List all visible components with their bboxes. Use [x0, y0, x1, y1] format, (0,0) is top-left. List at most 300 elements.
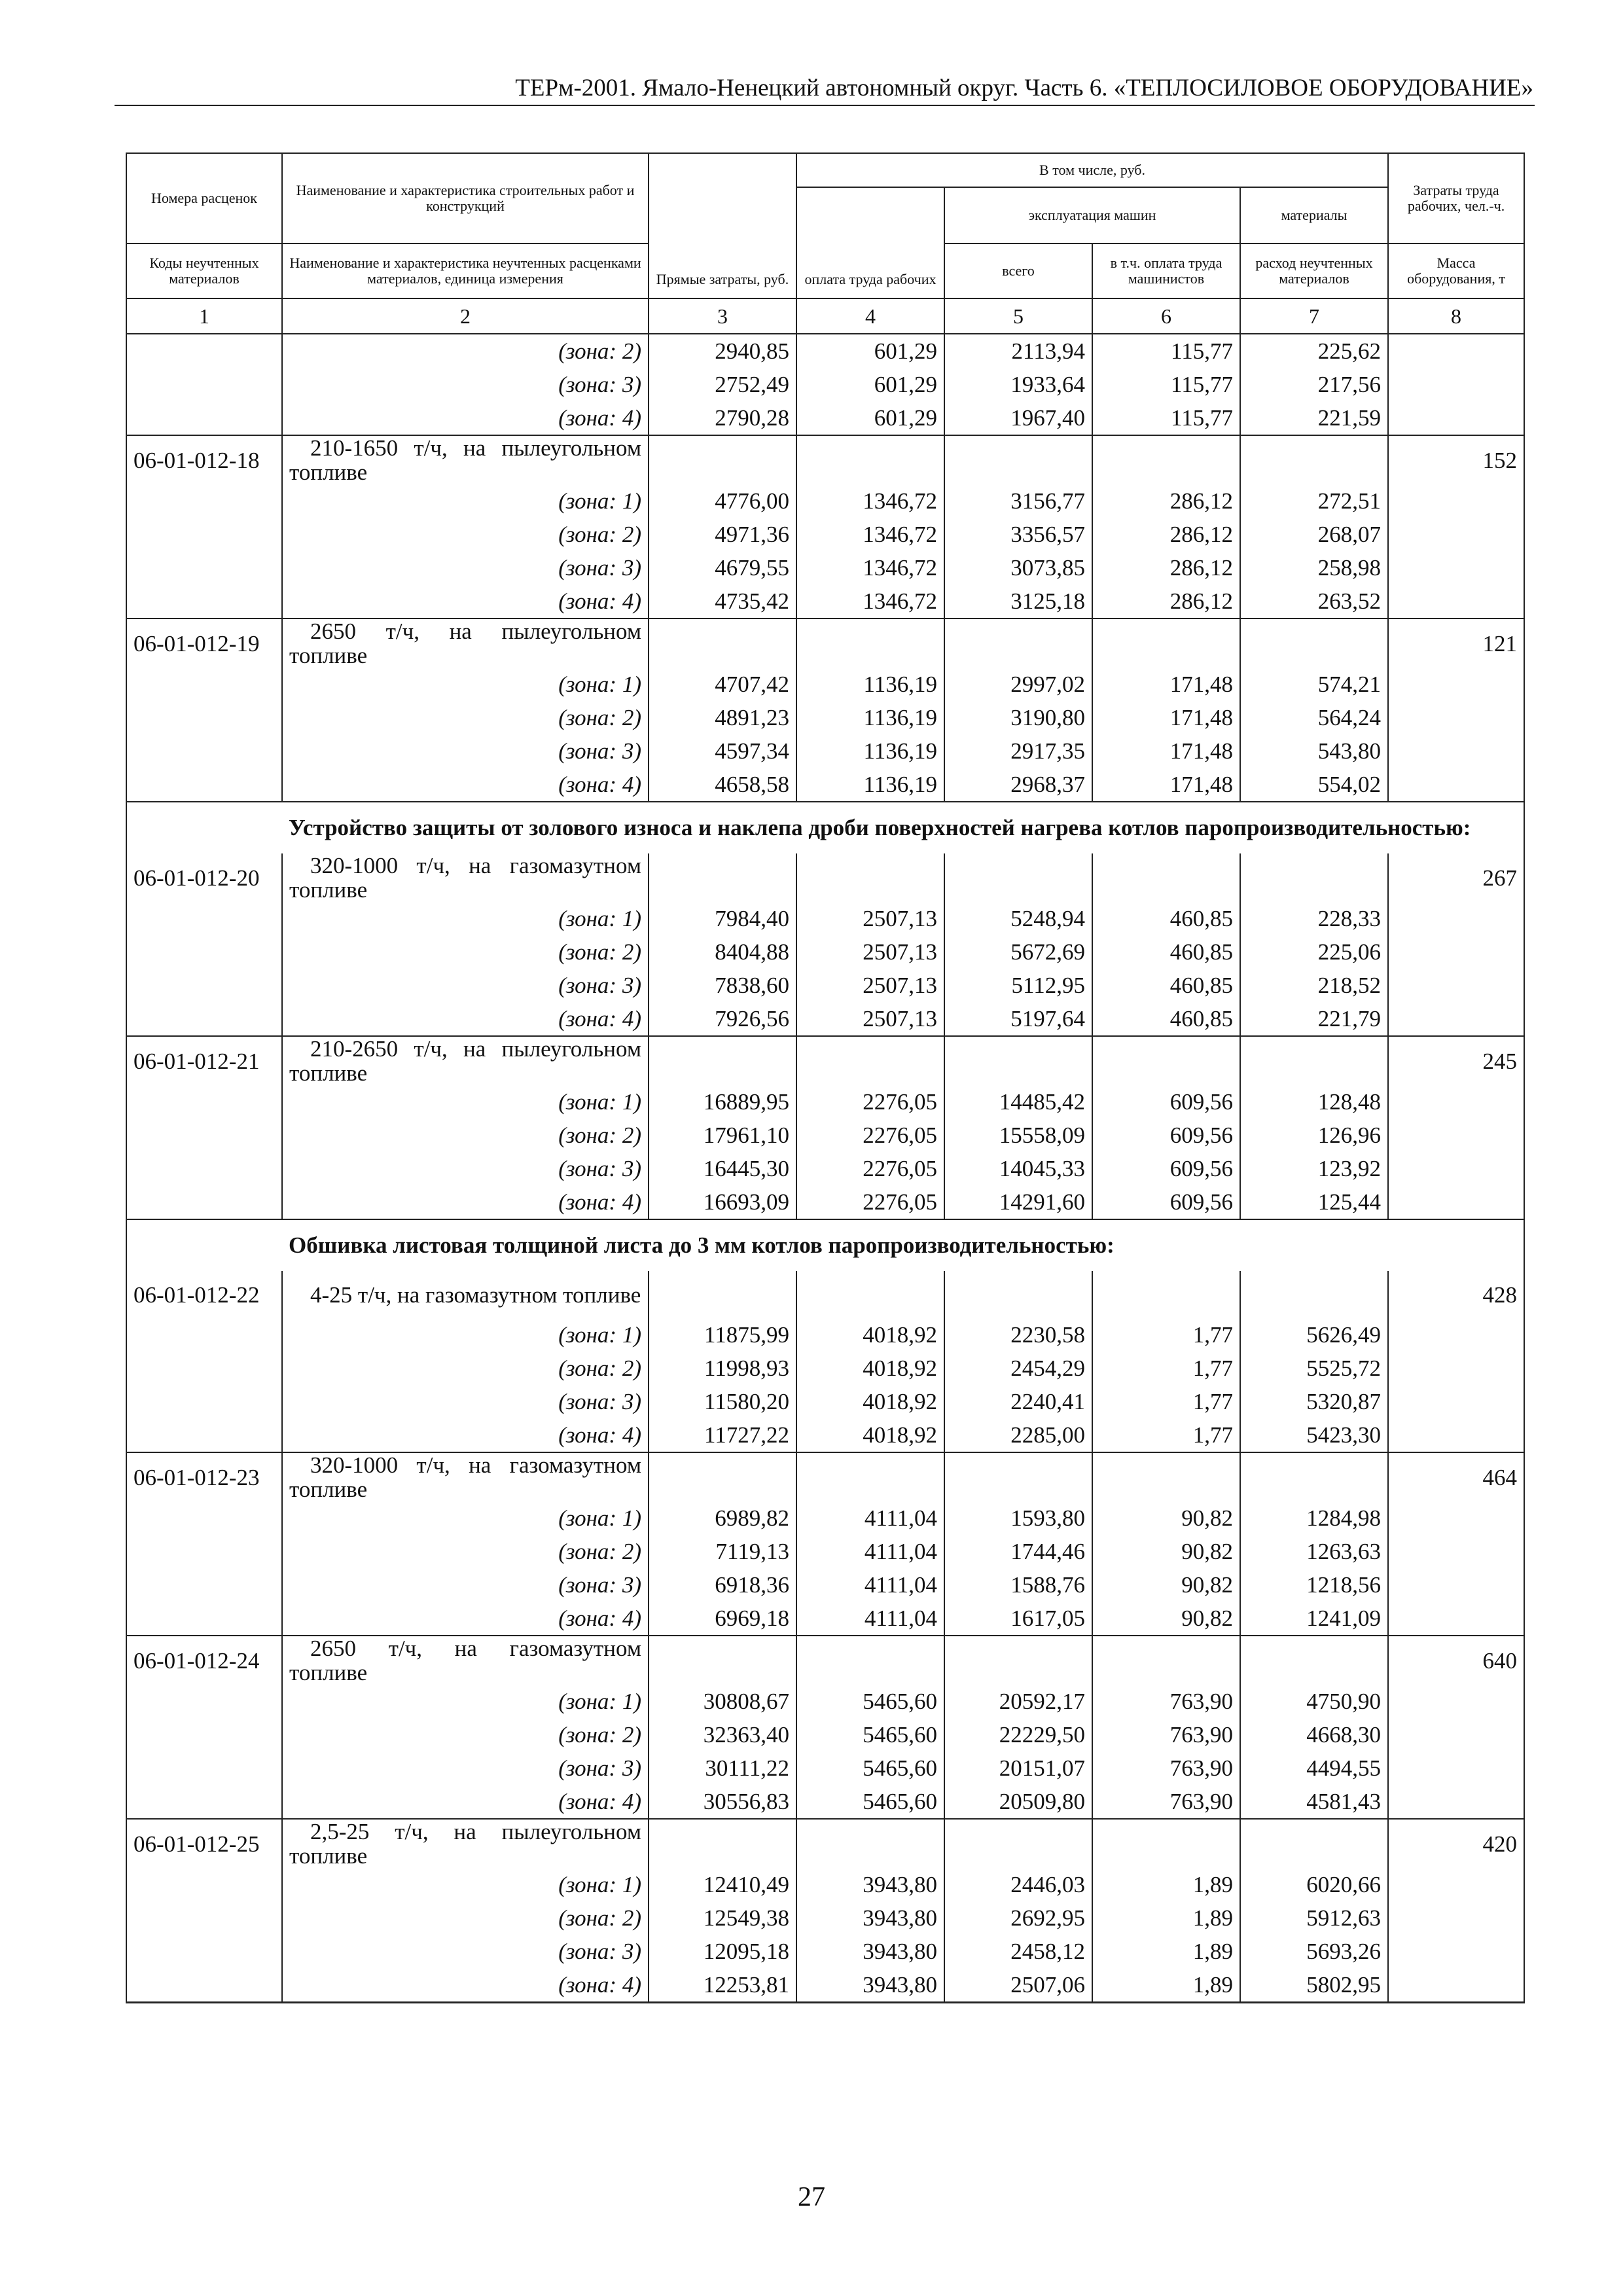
rate-code-cell — [126, 368, 282, 401]
zone-label: (зона: 4) — [282, 1185, 649, 1219]
value-cell — [1092, 619, 1240, 668]
value-cell — [944, 1819, 1092, 1868]
rate-code-cell — [126, 1685, 282, 1718]
zone-label: (зона: 3) — [282, 969, 649, 1002]
rate-code-cell — [126, 1718, 282, 1751]
value-cell: 90,82 — [1092, 1568, 1240, 1602]
value-cell: 1744,46 — [944, 1535, 1092, 1568]
value-cell: 2276,05 — [796, 1085, 944, 1119]
value-cell: 286,12 — [1092, 484, 1240, 518]
value-cell: 3943,80 — [796, 1968, 944, 2003]
value-cell: 11580,20 — [649, 1385, 796, 1418]
value-cell: 2285,00 — [944, 1418, 1092, 1452]
value-cell: 8404,88 — [649, 935, 796, 969]
value-cell — [796, 435, 944, 484]
value-cell — [944, 619, 1092, 668]
zone-label: (зона: 1) — [282, 668, 649, 701]
value-cell — [796, 1036, 944, 1085]
section-heading: Устройство защиты от золового износа и наклепа дроби поверхностей нагрева котлов паропроизводительностью: — [282, 802, 1524, 853]
table-row — [126, 1352, 1524, 1385]
table-row — [126, 368, 1524, 401]
value-cell: 564,24 — [1240, 701, 1388, 734]
labor-costs-value: 428 — [1388, 1271, 1524, 1318]
table-row — [126, 734, 1524, 768]
value-cell: 6969,18 — [649, 1602, 796, 1636]
value-cell: 225,62 — [1240, 334, 1388, 368]
mass-cell — [1388, 1002, 1524, 1036]
item-title-row — [126, 435, 1524, 484]
mass-cell — [1388, 584, 1524, 619]
value-cell: 4111,04 — [796, 1602, 944, 1636]
rate-code-cell — [126, 1418, 282, 1452]
mass-cell — [1388, 1418, 1524, 1452]
value-cell: 171,48 — [1092, 734, 1240, 768]
value-cell: 1967,40 — [944, 401, 1092, 435]
value-cell: 2917,35 — [944, 734, 1092, 768]
value-cell: 1284,98 — [1240, 1501, 1388, 1535]
value-cell: 221,79 — [1240, 1002, 1388, 1036]
zone-label: (зона: 4) — [282, 1602, 649, 1636]
value-cell — [1092, 1452, 1240, 1501]
col-in-total: В том числе, руб. — [796, 153, 1388, 187]
rate-code-cell — [126, 584, 282, 619]
mass-cell — [1388, 734, 1524, 768]
table-row — [126, 1785, 1524, 1819]
zone-label: (зона: 4) — [282, 584, 649, 619]
rate-code: 06-01-012-24 — [126, 1636, 282, 1685]
value-cell: 574,21 — [1240, 668, 1388, 701]
value-cell: 4018,92 — [796, 1418, 944, 1452]
labor-costs-value: 152 — [1388, 435, 1524, 484]
zone-label: (зона: 2) — [282, 1901, 649, 1935]
value-cell: 90,82 — [1092, 1501, 1240, 1535]
value-cell: 14045,33 — [944, 1152, 1092, 1185]
value-cell: 2230,58 — [944, 1318, 1092, 1352]
value-cell: 3125,18 — [944, 584, 1092, 619]
value-cell — [1240, 1036, 1388, 1085]
value-cell: 125,44 — [1240, 1185, 1388, 1219]
table-row — [126, 902, 1524, 935]
table-row — [126, 1385, 1524, 1418]
col-number: 4 — [796, 298, 944, 334]
value-cell: 14485,42 — [944, 1085, 1092, 1119]
rate-code-cell — [126, 484, 282, 518]
table-row — [126, 1685, 1524, 1718]
value-cell: 2454,29 — [944, 1352, 1092, 1385]
value-cell: 460,85 — [1092, 969, 1240, 1002]
value-cell: 5912,63 — [1240, 1901, 1388, 1935]
table-row — [126, 1085, 1524, 1119]
value-cell — [796, 1452, 944, 1501]
value-cell: 4018,92 — [796, 1352, 944, 1385]
labor-costs-value: 245 — [1388, 1036, 1524, 1085]
col-number: 5 — [944, 298, 1092, 334]
value-cell: 128,48 — [1240, 1085, 1388, 1119]
value-cell: 11998,93 — [649, 1352, 796, 1385]
item-title-row — [126, 1452, 1524, 1501]
rate-code-cell — [126, 1119, 282, 1152]
rate-code-cell — [126, 1535, 282, 1568]
value-cell: 4111,04 — [796, 1535, 944, 1568]
value-cell: 126,96 — [1240, 1119, 1388, 1152]
rate-code-cell — [126, 1785, 282, 1819]
value-cell — [1240, 619, 1388, 668]
zone-label: (зона: 4) — [282, 1002, 649, 1036]
rate-code: 06-01-012-18 — [126, 435, 282, 484]
value-cell: 5112,95 — [944, 969, 1092, 1002]
value-cell: 286,12 — [1092, 518, 1240, 551]
rate-code-cell — [126, 1868, 282, 1901]
col-codes-unaccounted: Коды неучтенных материалов — [126, 243, 282, 298]
value-cell: 763,90 — [1092, 1751, 1240, 1785]
value-cell — [1092, 1271, 1240, 1318]
value-cell — [1240, 435, 1388, 484]
value-cell: 763,90 — [1092, 1718, 1240, 1751]
value-cell: 2790,28 — [649, 401, 796, 435]
value-cell — [796, 619, 944, 668]
value-cell: 609,56 — [1092, 1085, 1240, 1119]
value-cell: 609,56 — [1092, 1119, 1240, 1152]
rate-code-cell — [126, 734, 282, 768]
value-cell: 5465,60 — [796, 1718, 944, 1751]
value-cell — [796, 1271, 944, 1318]
rate-code: 06-01-012-23 — [126, 1452, 282, 1501]
value-cell: 2276,05 — [796, 1119, 944, 1152]
table-row — [126, 1002, 1524, 1036]
value-cell: 2507,13 — [796, 1002, 944, 1036]
rate-code-cell — [126, 1602, 282, 1636]
value-cell — [1240, 1819, 1388, 1868]
mass-cell — [1388, 1751, 1524, 1785]
item-name: 210-1650 т/ч, на пылеугольном топливе — [282, 435, 649, 484]
table-row — [126, 551, 1524, 584]
value-cell: 1,89 — [1092, 1901, 1240, 1935]
zone-label: (зона: 2) — [282, 701, 649, 734]
value-cell: 2940,85 — [649, 334, 796, 368]
value-cell: 90,82 — [1092, 1535, 1240, 1568]
value-cell: 20509,80 — [944, 1785, 1092, 1819]
item-name: 2650 т/ч, на пылеугольном топливе — [282, 619, 649, 668]
value-cell: 763,90 — [1092, 1685, 1240, 1718]
value-cell: 4750,90 — [1240, 1685, 1388, 1718]
rate-code: 06-01-012-19 — [126, 619, 282, 668]
mass-cell — [1388, 1185, 1524, 1219]
rate-code-cell — [126, 1085, 282, 1119]
value-cell: 1218,56 — [1240, 1568, 1388, 1602]
table-row — [126, 935, 1524, 969]
mass-cell — [1388, 1602, 1524, 1636]
col-name-unaccounted: Наименование и характеристика неучтенных расценками материалов, единица измерения — [282, 243, 649, 298]
value-cell — [944, 1036, 1092, 1085]
mass-cell — [1388, 518, 1524, 551]
value-cell: 4679,55 — [649, 551, 796, 584]
value-cell: 12410,49 — [649, 1868, 796, 1901]
table-row — [126, 1935, 1524, 1968]
section-heading: Обшивка листовая толщиной листа до 3 мм котлов паропроизводительностью: — [282, 1219, 1524, 1271]
value-cell: 601,29 — [796, 334, 944, 368]
value-cell — [649, 619, 796, 668]
value-cell: 3190,80 — [944, 701, 1092, 734]
zone-label: (зона: 3) — [282, 368, 649, 401]
value-cell: 11875,99 — [649, 1318, 796, 1352]
mass-cell — [1388, 1085, 1524, 1119]
rate-code-cell — [126, 1152, 282, 1185]
table-row — [126, 1152, 1524, 1185]
value-cell: 2507,13 — [796, 969, 944, 1002]
value-cell: 5802,95 — [1240, 1968, 1388, 2003]
table-row — [126, 401, 1524, 435]
table-row — [126, 768, 1524, 802]
mass-cell — [1388, 701, 1524, 734]
value-cell — [796, 853, 944, 902]
table-row — [126, 701, 1524, 734]
value-cell: 1346,72 — [796, 551, 944, 584]
table-row — [126, 584, 1524, 619]
value-cell: 1588,76 — [944, 1568, 1092, 1602]
labor-costs-value: 420 — [1388, 1819, 1524, 1868]
value-cell: 5626,49 — [1240, 1318, 1388, 1352]
value-cell: 272,51 — [1240, 484, 1388, 518]
mass-cell — [1388, 1152, 1524, 1185]
labor-costs-value: 267 — [1388, 853, 1524, 902]
value-cell: 601,29 — [796, 368, 944, 401]
value-cell: 763,90 — [1092, 1785, 1240, 1819]
mass-cell — [1388, 1901, 1524, 1935]
rate-code-cell — [126, 1935, 282, 1968]
value-cell: 2240,41 — [944, 1385, 1092, 1418]
rate-code-cell — [126, 1968, 282, 2003]
value-cell: 6989,82 — [649, 1501, 796, 1535]
mass-cell — [1388, 1352, 1524, 1385]
value-cell — [944, 1271, 1092, 1318]
rate-code: 06-01-012-21 — [126, 1036, 282, 1085]
item-title-row — [126, 1636, 1524, 1685]
value-cell: 4776,00 — [649, 484, 796, 518]
value-cell: 6918,36 — [649, 1568, 796, 1602]
value-cell: 263,52 — [1240, 584, 1388, 619]
value-cell: 5693,26 — [1240, 1935, 1388, 1968]
col-total: всего — [944, 243, 1092, 298]
labor-costs-value: 640 — [1388, 1636, 1524, 1685]
zone-label: (зона: 3) — [282, 1152, 649, 1185]
value-cell: 115,77 — [1092, 368, 1240, 401]
value-cell: 221,59 — [1240, 401, 1388, 435]
rate-code-cell — [126, 1185, 282, 1219]
mass-cell — [1388, 935, 1524, 969]
value-cell: 17961,10 — [649, 1119, 796, 1152]
mass-cell — [1388, 768, 1524, 802]
value-cell: 609,56 — [1092, 1152, 1240, 1185]
value-cell — [1240, 1452, 1388, 1501]
value-cell — [944, 435, 1092, 484]
value-cell: 5248,94 — [944, 902, 1092, 935]
rate-code-cell — [126, 701, 282, 734]
value-cell: 1346,72 — [796, 484, 944, 518]
zone-label: (зона: 4) — [282, 1418, 649, 1452]
labor-costs-value: 464 — [1388, 1452, 1524, 1501]
col-incl-machinist-pay: в т.ч. оплата труда машинистов — [1092, 243, 1240, 298]
item-name: 4-25 т/ч, на газомазутном топливе — [282, 1271, 649, 1318]
col-machine-operation: эксплуатация машин — [944, 187, 1240, 243]
value-cell: 30808,67 — [649, 1685, 796, 1718]
rate-code: 06-01-012-20 — [126, 853, 282, 902]
zone-label: (зона: 3) — [282, 1385, 649, 1418]
mass-cell — [1388, 334, 1524, 368]
value-cell: 20151,07 — [944, 1751, 1092, 1785]
rate-code-cell — [126, 1568, 282, 1602]
value-cell: 2507,13 — [796, 935, 944, 969]
value-cell: 4494,55 — [1240, 1751, 1388, 1785]
zone-label: (зона: 4) — [282, 1968, 649, 2003]
rate-code-cell — [126, 1002, 282, 1036]
rate-code-cell — [126, 1385, 282, 1418]
value-cell: 460,85 — [1092, 902, 1240, 935]
value-cell — [649, 1452, 796, 1501]
col-number: 1 — [126, 298, 282, 334]
value-cell: 1,89 — [1092, 1968, 1240, 2003]
value-cell — [796, 1819, 944, 1868]
table-row — [126, 1718, 1524, 1751]
value-cell: 3943,80 — [796, 1868, 944, 1901]
rate-code-cell — [126, 401, 282, 435]
value-cell: 218,52 — [1240, 969, 1388, 1002]
value-cell: 1,77 — [1092, 1318, 1240, 1352]
value-cell: 4658,58 — [649, 768, 796, 802]
item-name: 320-1000 т/ч, на газомазутном топливе — [282, 853, 649, 902]
zone-label: (зона: 1) — [282, 1501, 649, 1535]
value-cell: 115,77 — [1092, 334, 1240, 368]
value-cell — [944, 1452, 1092, 1501]
value-cell: 123,92 — [1240, 1152, 1388, 1185]
page-number: 27 — [798, 2182, 825, 2212]
value-cell: 1,77 — [1092, 1418, 1240, 1452]
table-row — [126, 1868, 1524, 1901]
value-cell — [1240, 1636, 1388, 1685]
zone-label: (зона: 2) — [282, 1535, 649, 1568]
value-cell: 1593,80 — [944, 1501, 1092, 1535]
value-cell: 5465,60 — [796, 1685, 944, 1718]
value-cell — [1092, 1636, 1240, 1685]
col-rate-numbers: Номера расценок — [126, 153, 282, 243]
mass-cell — [1388, 1685, 1524, 1718]
col-number: 8 — [1388, 298, 1524, 334]
zone-label: (зона: 1) — [282, 1318, 649, 1352]
value-cell — [1092, 1036, 1240, 1085]
zone-label: (зона: 2) — [282, 1352, 649, 1385]
item-title-row — [126, 853, 1524, 902]
col-equipment-mass: Масса оборудования, т — [1388, 243, 1524, 298]
zone-label: (зона: 4) — [282, 768, 649, 802]
col-unaccounted-consumption: расход неучтенных материалов — [1240, 243, 1388, 298]
value-cell: 1136,19 — [796, 668, 944, 701]
table-row — [126, 518, 1524, 551]
value-cell: 12095,18 — [649, 1935, 796, 1968]
mass-cell — [1388, 368, 1524, 401]
rates-table — [126, 152, 1525, 2003]
value-cell: 171,48 — [1092, 668, 1240, 701]
zone-label: (зона: 3) — [282, 1935, 649, 1968]
rate-code: 06-01-012-22 — [126, 1271, 282, 1318]
value-cell: 2276,05 — [796, 1185, 944, 1219]
col-materials: материалы — [1240, 187, 1388, 243]
mass-cell — [1388, 969, 1524, 1002]
value-cell: 1136,19 — [796, 768, 944, 802]
zone-label: (зона: 1) — [282, 1868, 649, 1901]
value-cell: 11727,22 — [649, 1418, 796, 1452]
item-title-row — [126, 1819, 1524, 1868]
rate-code-cell — [126, 1751, 282, 1785]
item-title-row — [126, 619, 1524, 668]
value-cell: 2276,05 — [796, 1152, 944, 1185]
value-cell: 1136,19 — [796, 734, 944, 768]
value-cell: 1346,72 — [796, 518, 944, 551]
table-row — [126, 1602, 1524, 1636]
zone-label: (зона: 4) — [282, 1785, 649, 1819]
value-cell — [649, 1636, 796, 1685]
col-number: 6 — [1092, 298, 1240, 334]
value-cell: 5320,87 — [1240, 1385, 1388, 1418]
value-cell: 1,77 — [1092, 1352, 1240, 1385]
value-cell: 5465,60 — [796, 1785, 944, 1819]
value-cell: 217,56 — [1240, 368, 1388, 401]
zone-label: (зона: 2) — [282, 518, 649, 551]
mass-cell — [1388, 551, 1524, 584]
table-row — [126, 1119, 1524, 1152]
value-cell: 20592,17 — [944, 1685, 1092, 1718]
value-cell: 12253,81 — [649, 1968, 796, 2003]
value-cell — [1092, 435, 1240, 484]
value-cell: 5423,30 — [1240, 1418, 1388, 1452]
value-cell: 16693,09 — [649, 1185, 796, 1219]
value-cell: 543,80 — [1240, 734, 1388, 768]
value-cell — [649, 853, 796, 902]
col-direct-costs: Прямые затраты, руб. — [649, 153, 796, 298]
value-cell: 4111,04 — [796, 1568, 944, 1602]
value-cell — [1240, 853, 1388, 902]
value-cell: 90,82 — [1092, 1602, 1240, 1636]
mass-cell — [1388, 1535, 1524, 1568]
table-row — [126, 1751, 1524, 1785]
value-cell — [944, 1636, 1092, 1685]
item-name: 2650 т/ч, на газомазутном топливе — [282, 1636, 649, 1685]
value-cell: 7926,56 — [649, 1002, 796, 1036]
value-cell: 2968,37 — [944, 768, 1092, 802]
zone-label: (зона: 3) — [282, 734, 649, 768]
section-heading-row — [126, 802, 1524, 853]
item-name: 210-2650 т/ч, на пылеугольном топливе — [282, 1036, 649, 1085]
value-cell: 5197,64 — [944, 1002, 1092, 1036]
value-cell: 14291,60 — [944, 1185, 1092, 1219]
header-rule — [115, 105, 1535, 106]
value-cell: 4111,04 — [796, 1501, 944, 1535]
value-cell — [649, 1036, 796, 1085]
mass-cell — [1388, 484, 1524, 518]
value-cell: 4581,43 — [1240, 1785, 1388, 1819]
value-cell: 4735,42 — [649, 584, 796, 619]
table-row — [126, 1418, 1524, 1452]
rate-code-cell — [126, 518, 282, 551]
zone-label: (зона: 2) — [282, 334, 649, 368]
value-cell: 3356,57 — [944, 518, 1092, 551]
section-spacer — [126, 802, 282, 853]
zone-label: (зона: 2) — [282, 1718, 649, 1751]
value-cell: 1263,63 — [1240, 1535, 1388, 1568]
value-cell: 2997,02 — [944, 668, 1092, 701]
value-cell: 4971,36 — [649, 518, 796, 551]
running-header: ТЕРм-2001. Ямало-Ненецкий автономный округ. Часть 6. «ТЕПЛОСИЛОВОЕ ОБОРУДОВАНИЕ» — [515, 75, 1533, 101]
zone-label: (зона: 1) — [282, 1085, 649, 1119]
zone-label: (зона: 4) — [282, 401, 649, 435]
